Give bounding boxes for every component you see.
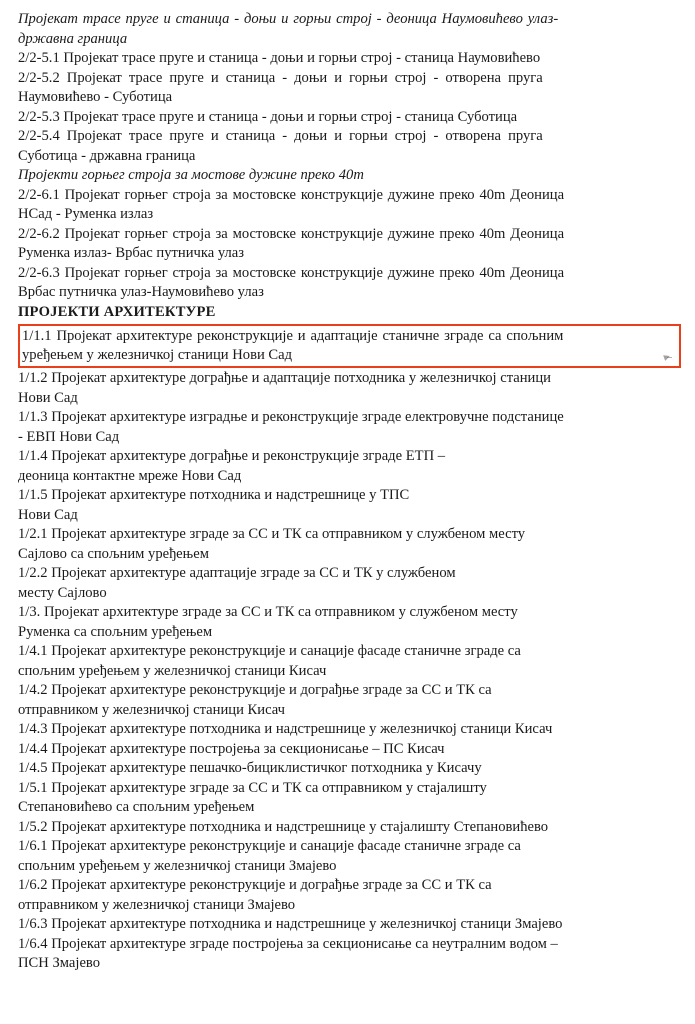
list-item bbox=[18, 837, 681, 876]
section-title-italic-1 bbox=[18, 10, 681, 49]
section-title-italic-2 bbox=[18, 166, 681, 186]
list-item bbox=[18, 486, 681, 525]
list-item bbox=[18, 642, 681, 681]
list-item-line: НСад - Руменка излаз bbox=[18, 206, 154, 222]
list-item-line: 1/4.2 Пројекат архитектуре реконструкције и дограђње зграде за СС и ТК са bbox=[18, 682, 492, 699]
list-item bbox=[18, 759, 681, 779]
list-item-line: отправником у железничкој станици Кисач bbox=[18, 701, 285, 718]
list-item-line: 1/1.2 Пројекат архитектуре дограђње и адаптације потходника у железничкој станици bbox=[18, 370, 551, 387]
list-item-line: 1/2.2 Пројекат архитектуре адаптације зграде за СС и ТК у службеном bbox=[18, 565, 456, 582]
list-item-line: ПСН Змајево bbox=[18, 955, 101, 972]
page-heading bbox=[18, 303, 681, 323]
list-item-line: Нови Сад bbox=[18, 389, 78, 406]
section-title-line: државна граница bbox=[18, 30, 128, 47]
list-item-line: 1/6.3 Пројекат архитектуре потходника и надстрешнице у железничкој станици Змајево bbox=[18, 916, 563, 933]
list-item-line: Врбас путничка улаз-Наумовићево улаз bbox=[18, 284, 264, 300]
section-title-line: Пројекти горњег строја за мостове дужине преко 40m bbox=[18, 167, 364, 183]
list-item-line: 1/6.4 Пројекат архитектуре зграде постројења за секционисање са неутралним водом – bbox=[18, 935, 558, 952]
list-item bbox=[18, 225, 681, 264]
list-item-line: 1/4.4 Пројекат архитектуре постројења за секционисање – ПС Кисач bbox=[18, 740, 445, 757]
list-item bbox=[18, 876, 681, 915]
list-item bbox=[18, 127, 681, 166]
list-item bbox=[18, 49, 681, 69]
list-item bbox=[18, 818, 681, 838]
list-item bbox=[18, 69, 681, 108]
list-item-line: Нови Сад bbox=[18, 506, 78, 523]
list-item bbox=[18, 720, 681, 740]
list-item-line: 1/2.1 Пројекат архитектуре зграде за СС и ТК са отправником у службеном месту bbox=[18, 526, 526, 543]
list-item-line: 1/5.2 Пројекат архитектуре потходника и надстрешнице у стајалишту Степановићево bbox=[18, 818, 549, 835]
list-item bbox=[18, 447, 681, 486]
list-item bbox=[18, 915, 681, 935]
list-item-line: 1/4.3 Пројекат архитектуре потходника и надстрешнице у железничкој станици Кисач bbox=[18, 721, 553, 738]
list-item-line: 2/2-5.4 Пројекат трасе пруге и станица - доњи и горњи строј - отворена пруга bbox=[18, 128, 543, 144]
list-item-line: Сајлово са спољним уређењем bbox=[18, 545, 209, 562]
list-item-line: 2/2-5.3 Пројекат трасе пруге и станица - доњи и горњи строј - станица Суботица bbox=[18, 108, 518, 125]
list-item-line: 1/1.5 Пројекат архитектуре потходника и надстрешнице у ТПС bbox=[18, 487, 410, 504]
list-item bbox=[18, 935, 681, 974]
list-item-line: Руменка са спољним уређењем bbox=[18, 623, 213, 640]
list-item-line: 1/6.1 Пројекат архитектуре реконструкције и санације фасаде станичне зграде са bbox=[18, 838, 521, 855]
list-item bbox=[18, 525, 681, 564]
list-item-line: деоница контактне мреже Нови Сад bbox=[18, 467, 242, 484]
list-item bbox=[18, 369, 681, 408]
list-item bbox=[18, 264, 681, 303]
list-item-line: 1/1.4 Пројекат архитектуре дограђње и реконструкције зграде ЕТП – bbox=[18, 448, 446, 465]
list-item bbox=[18, 779, 681, 818]
list-item-line: - ЕВП Нови Сад bbox=[18, 428, 120, 445]
list-item-line: месту Сајлово bbox=[18, 584, 107, 601]
list-item-line: 2/2-5.1 Пројекат трасе пруге и станица - доњи и горњи строј - станица Наумовићево bbox=[18, 50, 541, 66]
list-item-line: спољним уређењем у железничкој станици Кисач bbox=[18, 662, 327, 679]
list-item bbox=[18, 681, 681, 720]
list-item-line: 1/5.1 Пројекат архитектуре зграде за СС и ТК са отправником у стајалишту bbox=[18, 779, 487, 796]
list-item bbox=[18, 186, 681, 225]
highlighted-item-line: уређењем у железничкој станици Нови Сад bbox=[22, 347, 293, 364]
list-item-line: 2/2-6.1 Пројекат горњег строја за мостовске конструкције дужине преко 40m Деоница bbox=[18, 186, 565, 203]
highlighted-selection-box[interactable] bbox=[18, 324, 681, 368]
list-item-line: 1/3. Пројекат архитектуре зграде за СС и ТК са отправником у службеном месту bbox=[18, 604, 518, 621]
list-item-line: Наумовићево - Суботица bbox=[18, 89, 173, 105]
list-item-line: Руменка излаз- Врбас путничка улаз bbox=[18, 245, 245, 261]
list-item bbox=[18, 740, 681, 760]
list-item-line: 1/4.1 Пројекат архитектуре реконструкције и санације фасаде станичне зграде са bbox=[18, 643, 521, 660]
list-item-line: 1/6.2 Пројекат архитектуре реконструкције и дограђње зграде за СС и ТК са bbox=[18, 877, 492, 894]
list-item-line: 2/2-6.2 Пројекат горњег строја за мостовске конструкције дужине преко 40m Деоница bbox=[18, 225, 565, 242]
section-title-line: Пројекат трасе пруге и станица - доњи и горњи строј - деоница Наумовићево улаз- bbox=[18, 11, 559, 27]
list-item-line: Суботица - државна граница bbox=[18, 147, 196, 164]
list-item-line: 2/2-6.3 Пројекат горњег строја за мостовске конструкције дужине преко 40m Деоница bbox=[18, 264, 565, 281]
list-item-line: 1/4.5 Пројекат архитектуре пешачко-бициклистичког потходника у Кисачу bbox=[18, 760, 482, 777]
list-item bbox=[18, 564, 681, 603]
list-item-line: Степановићево са спољним уређењем bbox=[18, 799, 255, 816]
list-item bbox=[18, 408, 681, 447]
list-item-line: 2/2-5.2 Пројекат трасе пруге и станица - доњи и горњи строј - отворена пруга bbox=[18, 69, 543, 86]
list-item-line: 1/1.3 Пројекат архитектуре изградње и реконструкције зграде електровучне подстанице bbox=[18, 409, 564, 426]
list-item bbox=[18, 603, 681, 642]
highlighted-item-line: 1/1.1 Пројекат архитектуре реконструкције и адаптације станичне зграде са спољним bbox=[22, 328, 564, 344]
list-item bbox=[18, 108, 681, 128]
list-item-line: спољним уређењем у железничкој станици Змајево bbox=[18, 857, 337, 874]
heading-text: ПРОЈЕКТИ АРХИТЕКТУРЕ bbox=[18, 303, 216, 320]
list-item-line: отправником у железничкој станици Змајево bbox=[18, 896, 296, 913]
